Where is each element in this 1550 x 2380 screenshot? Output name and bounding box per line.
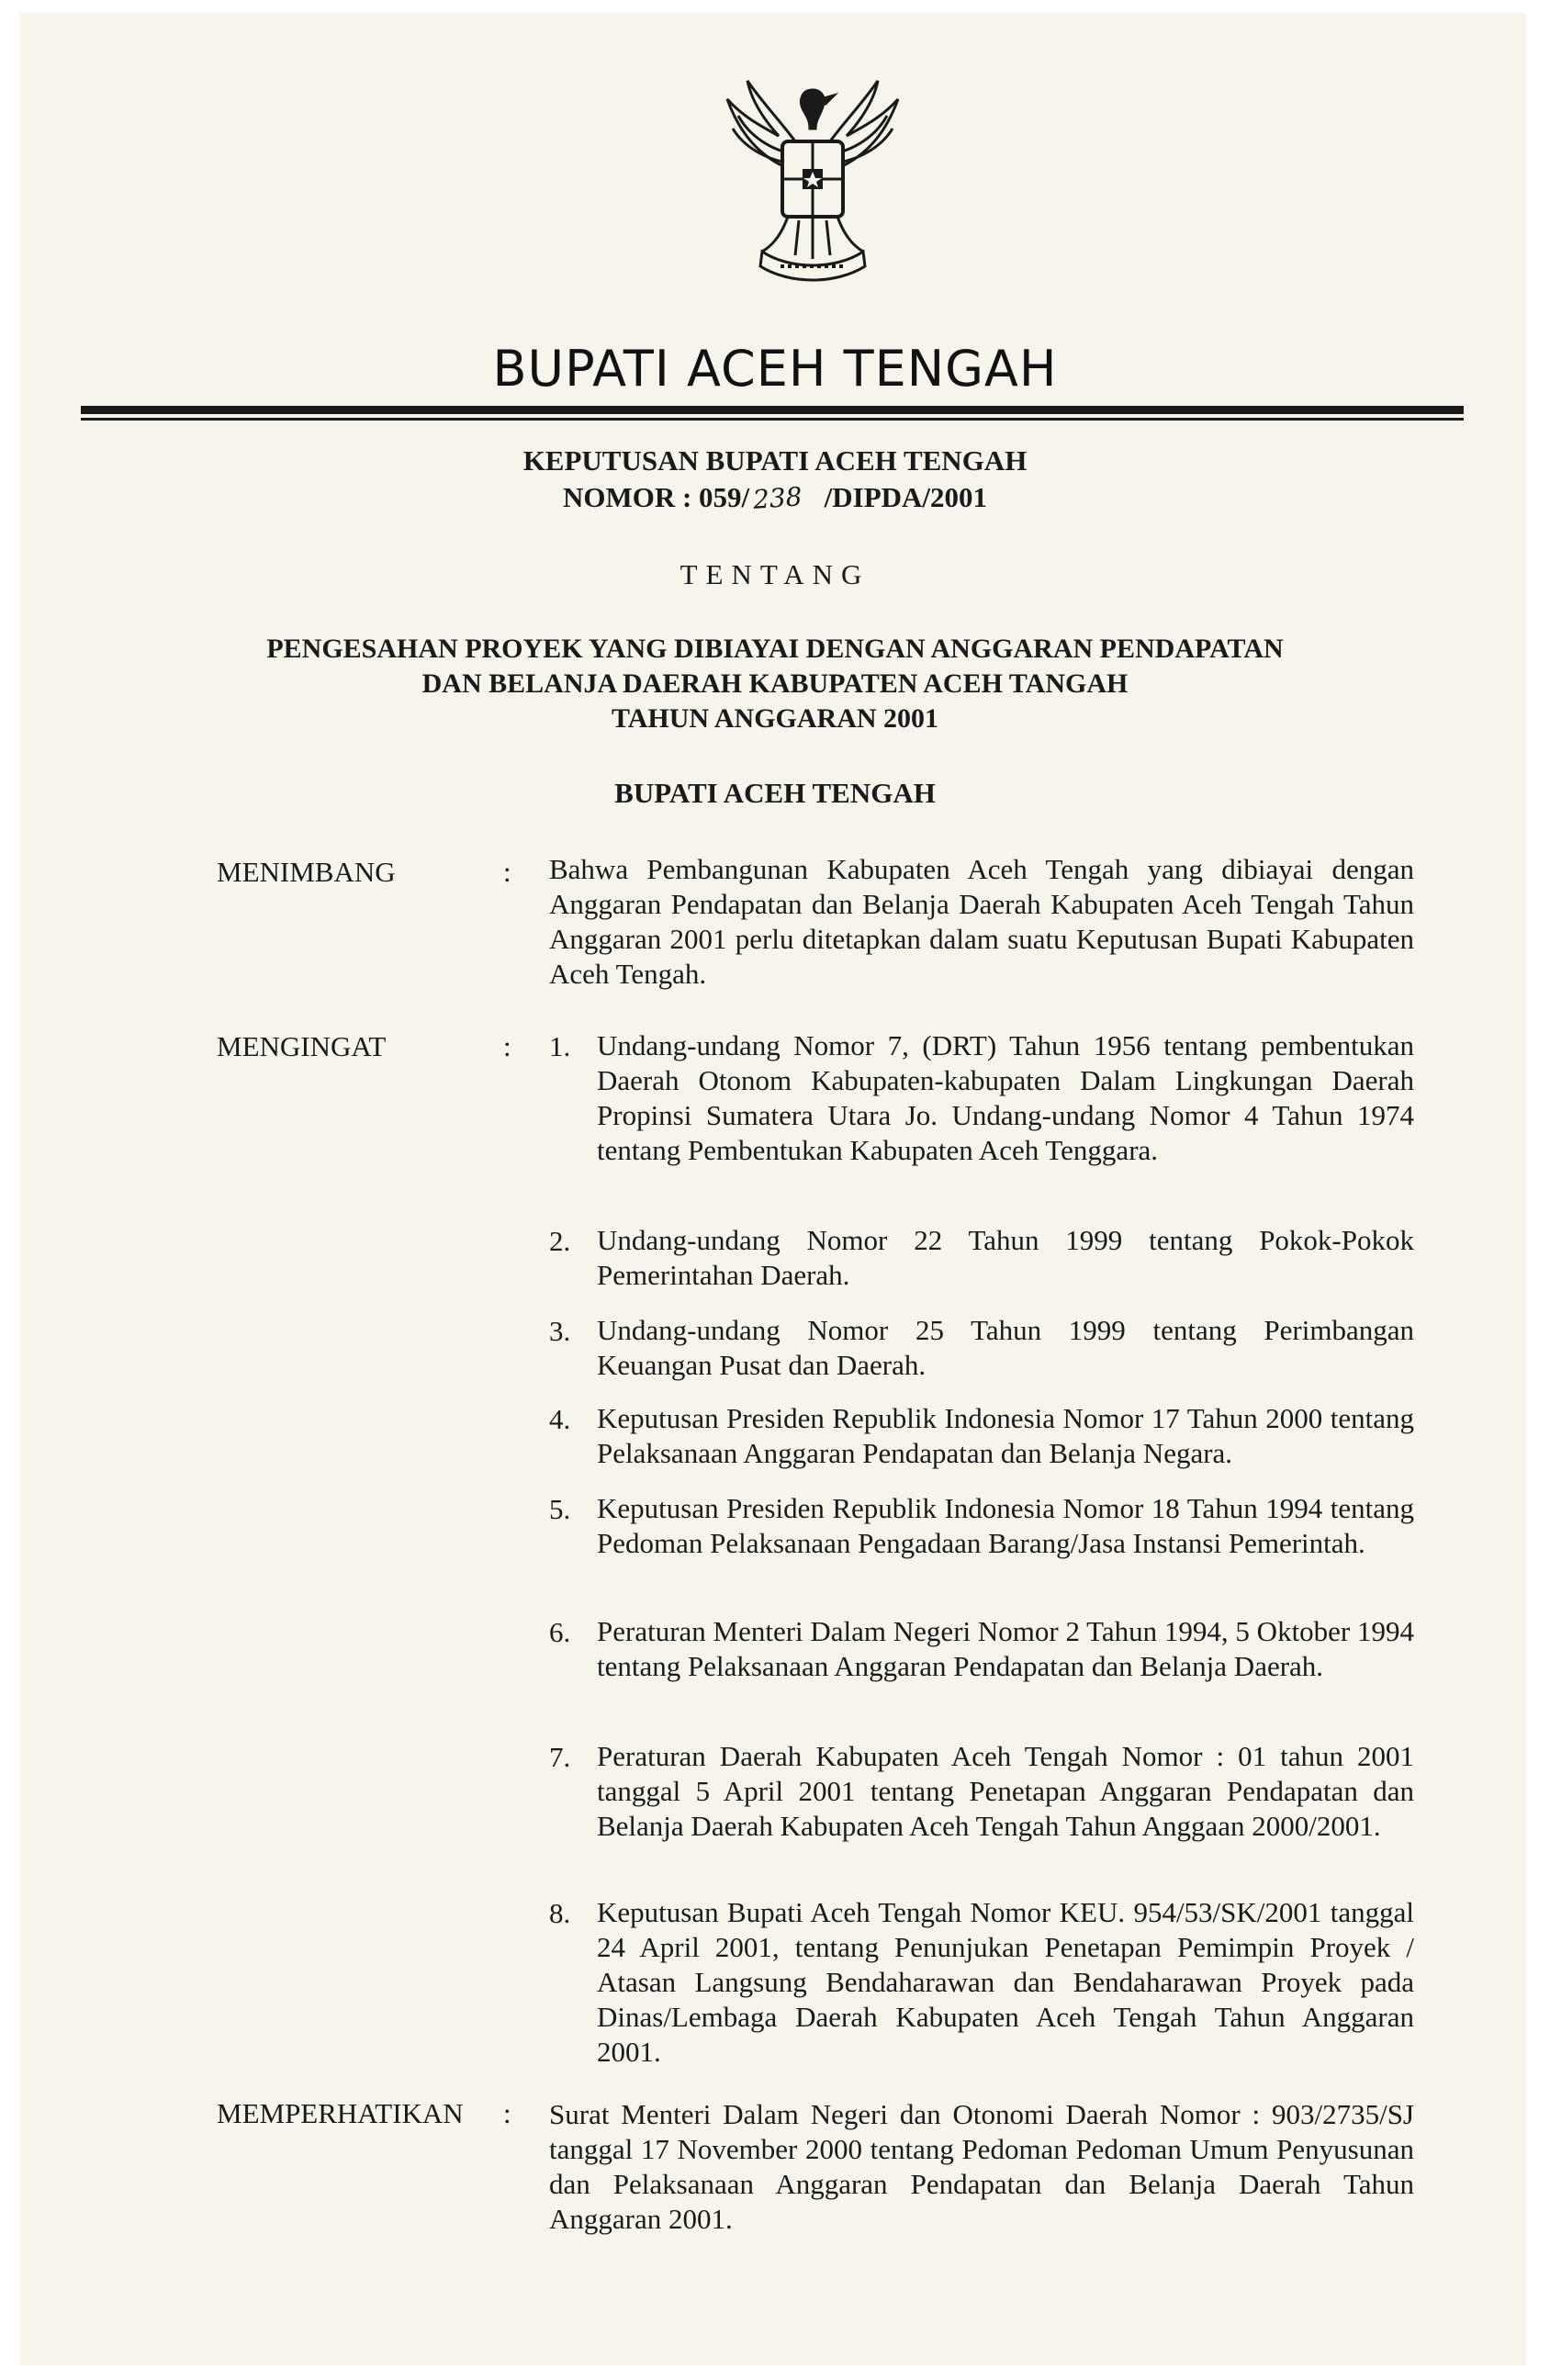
memperhatikan-text: Surat Menteri Dalam Negeri dan Otonomi Daerah Nomor : 903/2735/SJ tanggal 17 November 2000 tentang Pedoman Pedoman Umum Penyusunan dan Pelaksanaan Anggaran Pendapatan dan Belanja Daerah Tahun Anggaran 2001. xyxy=(549,2098,1414,2235)
mengingat-item-num: 5. xyxy=(549,1493,571,1525)
decree-heading: KEPUTUSAN BUPATI ACEH TENGAH xyxy=(522,444,1028,477)
memperhatikan-colon: : xyxy=(503,2097,511,2129)
mengingat-item-num: 2. xyxy=(549,1225,571,1257)
decree-subject-line-1: PENGESAHAN PROYEK YANG DIBIAYAI DENGAN ANGGARAN PENDAPATAN xyxy=(266,634,1284,664)
decree-number xyxy=(0,481,1550,514)
mengingat-colon: : xyxy=(503,1030,511,1062)
decree-subject-line-3: TAHUN ANGGARAN 2001 xyxy=(611,703,939,734)
mengingat-item-num: 7. xyxy=(549,1741,571,1773)
decree-authority: BUPATI ACEH TENGAH xyxy=(614,777,936,809)
letterhead-rule-thin xyxy=(81,418,1464,421)
mengingat-item-num: 8. xyxy=(549,1897,571,1929)
mengingat-item-num: 1. xyxy=(549,1030,571,1062)
mengingat-item-text: Peraturan Daerah Kabupaten Aceh Tengah Nomor : 01 tahun 2001 tanggal 5 April 2001 tentang Penetapan Anggaran Pendapatan dan Belanja Daerah Kabupaten Aceh Tengah Tahun Anggaan 2000/2001. xyxy=(597,1740,1414,1842)
menimbang-colon: : xyxy=(503,856,511,888)
decree-number-handwritten: 238 xyxy=(752,481,803,515)
decree-subject-line-2: DAN BELANJA DAERAH KABUPATEN ACEH TANGAH xyxy=(421,668,1129,699)
mengingat-item-text: Undang-undang Nomor 25 Tahun 1999 tentang Perimbangan Keuangan Pusat dan Daerah. xyxy=(597,1314,1414,1381)
mengingat-item-num: 4. xyxy=(549,1403,571,1435)
letterhead-rule xyxy=(81,406,1464,414)
mengingat-item-text: Undang-undang Nomor 7, (DRT) Tahun 1956 tentang pembentukan Daerah Otonom Kabupaten-kabupaten Dalam Lingkungan Daerah Propinsi Sumatera Utara Jo. Undang-undang Nomor 4 Tahun 1974 tentang Pembentukan Kabupaten Aceh Tenggara. xyxy=(597,1029,1414,1166)
menimbang-text: Bahwa Pembangunan Kabupaten Aceh Tengah yang dibiayai dengan Anggaran Pendapatan dan Belanja Daerah Kabupaten Aceh Tengah Tahun Anggaran 2001 perlu ditetapkan dalam suatu Keputusan Bupati Kabupaten Aceh Tengah. xyxy=(549,853,1414,990)
letterhead-title: BUPATI ACEH TENGAH xyxy=(492,340,1058,398)
mengingat-item-text: Keputusan Bupati Aceh Tengah Nomor KEU. 954/53/SK/2001 tanggal 24 April 2001, tentang Penunjukan Penetapan Pemimpin Proyek / Atasan Langsung Bendaharawan dan Bendaharawan Proyek pada Dinas/Lembaga Daerah Kabupaten Aceh Tengah Tahun Anggaran 2001. xyxy=(597,1896,1414,2068)
decree-number-suffix: /DIPDA/2001 xyxy=(824,481,988,513)
mengingat-item-text: Undang-undang Nomor 22 Tahun 1999 tentang Pokok-Pokok Pemerintahan Daerah. xyxy=(597,1224,1414,1291)
decree-number-prefix: NOMOR : 059/ xyxy=(562,481,750,513)
mengingat-item-text: Peraturan Menteri Dalam Negeri Nomor 2 Tahun 1994, 5 Oktober 1994 tentang Pelaksanaan Anggaran Pendapatan dan Belanja Daerah. xyxy=(597,1615,1415,1682)
mengingat-label: MENGINGAT xyxy=(217,1030,387,1062)
menimbang-label: MENIMBANG xyxy=(217,856,396,888)
mengingat-item-text: Keputusan Presiden Republik Indonesia Nomor 18 Tahun 1994 tentang Pedoman Pelaksanaan Pengadaan Barang/Jasa Instansi Pemerintah. xyxy=(597,1492,1414,1559)
mengingat-item-text: Keputusan Presiden Republik Indonesia Nomor 17 Tahun 2000 tentang Pelaksanaan Anggaran Pendapatan dan Belanja Negara. xyxy=(597,1402,1414,1469)
mengingat-item-num: 6. xyxy=(549,1616,571,1648)
garuda-emblem-icon xyxy=(707,62,918,294)
decree-about: TENTANG xyxy=(680,558,870,590)
mengingat-item-num: 3. xyxy=(549,1315,571,1347)
memperhatikan-label: MEMPERHATIKAN xyxy=(217,2097,464,2129)
